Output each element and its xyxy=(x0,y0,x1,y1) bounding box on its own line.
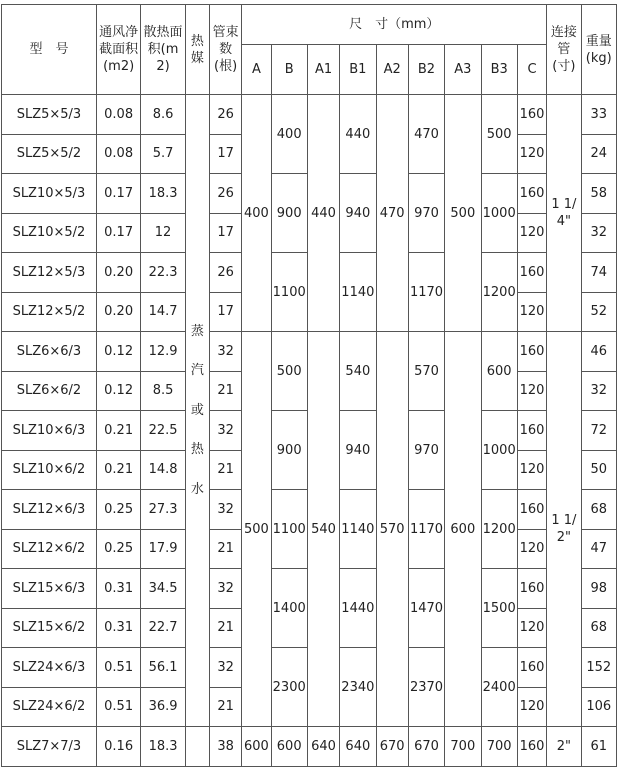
cell-A3: 500 xyxy=(445,95,481,332)
cell-A2: 570 xyxy=(376,332,408,727)
cell-weight: 98 xyxy=(581,569,616,609)
cell-C: 120 xyxy=(517,529,546,569)
header-vent-area: 通风净截面积(m2) xyxy=(96,5,140,95)
cell-B: 2300 xyxy=(271,648,307,727)
header-dim-B1: B1 xyxy=(340,45,376,95)
cell-A1: 540 xyxy=(307,332,339,727)
header-dim-B: B xyxy=(271,45,307,95)
cell-model: SLZ10×6/3 xyxy=(2,411,97,451)
cell-vent: 0.12 xyxy=(96,332,140,372)
header-weight: 重量(kg) xyxy=(581,5,616,95)
cell-B: 1100 xyxy=(271,253,307,332)
cell-B3: 1200 xyxy=(481,490,517,569)
cell-B3: 500 xyxy=(481,95,517,174)
cell-weight: 24 xyxy=(581,134,616,174)
cell-C: 120 xyxy=(517,450,546,490)
cell-vent: 0.08 xyxy=(96,95,140,135)
cell-pipe: 2" xyxy=(547,727,581,767)
cell-tubes: 21 xyxy=(209,687,241,727)
cell-B1: 940 xyxy=(340,174,376,253)
cell-A: 400 xyxy=(242,95,271,332)
cell-B2: 470 xyxy=(408,95,444,174)
cell-B: 1100 xyxy=(271,490,307,569)
cell-heat: 36.9 xyxy=(141,687,185,727)
cell-B1: 640 xyxy=(340,727,376,767)
cell-tubes: 21 xyxy=(209,450,241,490)
cell-C: 160 xyxy=(517,253,546,293)
cell-B3: 1000 xyxy=(481,174,517,253)
cell-tubes: 17 xyxy=(209,134,241,174)
specification-table xyxy=(1,4,617,767)
header-dim-C: C xyxy=(517,45,546,95)
cell-A: 500 xyxy=(242,332,271,727)
cell-B2: 670 xyxy=(408,727,444,767)
header-dim-A: A xyxy=(242,45,271,95)
cell-vent: 0.20 xyxy=(96,253,140,293)
header-dim-A1: A1 xyxy=(307,45,339,95)
cell-tubes: 32 xyxy=(209,332,241,372)
cell-model: SLZ12×6/3 xyxy=(2,490,97,530)
header-dim-A2: A2 xyxy=(376,45,408,95)
cell-tubes: 26 xyxy=(209,174,241,214)
cell-vent: 0.31 xyxy=(96,569,140,609)
cell-B3: 1500 xyxy=(481,569,517,648)
cell-C: 120 xyxy=(517,213,546,253)
cell-heat: 8.6 xyxy=(141,95,185,135)
cell-B3: 1200 xyxy=(481,253,517,332)
cell-B2: 1170 xyxy=(408,490,444,569)
cell-C: 160 xyxy=(517,411,546,451)
cell-heat: 5.7 xyxy=(141,134,185,174)
header-tubes: 管束数(根) xyxy=(209,5,241,95)
cell-vent: 0.51 xyxy=(96,687,140,727)
cell-model: SLZ15×6/2 xyxy=(2,608,97,648)
cell-tubes: 32 xyxy=(209,411,241,451)
header-medium: 热媒 xyxy=(185,5,209,95)
cell-pipe: 1 1/4" xyxy=(547,95,581,332)
cell-B3: 700 xyxy=(481,727,517,767)
header-dim-A3: A3 xyxy=(445,45,481,95)
cell-C: 120 xyxy=(517,687,546,727)
cell-vent: 0.17 xyxy=(96,174,140,214)
cell-heat: 22.3 xyxy=(141,253,185,293)
cell-model: SLZ5×5/2 xyxy=(2,134,97,174)
cell-model: SLZ12×5/2 xyxy=(2,292,97,332)
medium-char: 蒸 xyxy=(190,323,204,339)
cell-tubes: 32 xyxy=(209,490,241,530)
cell-B2: 1470 xyxy=(408,569,444,648)
cell-pipe: 1 1/2" xyxy=(547,332,581,727)
table-row xyxy=(2,727,617,767)
cell-A3: 600 xyxy=(445,332,481,727)
header-heat-area: 散热面积(m2) xyxy=(141,5,185,95)
cell-weight: 32 xyxy=(581,371,616,411)
header-row xyxy=(2,5,617,45)
cell-vent: 0.21 xyxy=(96,450,140,490)
cell-weight: 61 xyxy=(581,727,616,767)
cell-heat: 12.9 xyxy=(141,332,185,372)
cell-heat: 22.5 xyxy=(141,411,185,451)
cell-A1: 440 xyxy=(307,95,339,332)
cell-C: 120 xyxy=(517,134,546,174)
cell-weight: 32 xyxy=(581,213,616,253)
medium-char: 汽 xyxy=(190,363,204,379)
cell-B1: 1140 xyxy=(340,490,376,569)
cell-B1: 940 xyxy=(340,411,376,490)
cell-B: 600 xyxy=(271,727,307,767)
cell-tubes: 21 xyxy=(209,608,241,648)
cell-vent: 0.21 xyxy=(96,411,140,451)
cell-C: 160 xyxy=(517,727,546,767)
cell-weight: 52 xyxy=(581,292,616,332)
cell-vent: 0.12 xyxy=(96,371,140,411)
table-row xyxy=(2,332,617,372)
cell-tubes: 26 xyxy=(209,95,241,135)
cell-B2: 970 xyxy=(408,411,444,490)
cell-A2: 470 xyxy=(376,95,408,332)
cell-B: 1400 xyxy=(271,569,307,648)
cell-B1: 1140 xyxy=(340,253,376,332)
cell-weight: 72 xyxy=(581,411,616,451)
cell-C: 160 xyxy=(517,332,546,372)
cell-model: SLZ10×5/2 xyxy=(2,213,97,253)
table-row xyxy=(2,95,617,135)
cell-weight: 46 xyxy=(581,332,616,372)
cell-vent: 0.25 xyxy=(96,490,140,530)
cell-B: 400 xyxy=(271,95,307,174)
cell-C: 120 xyxy=(517,292,546,332)
cell-C: 160 xyxy=(517,569,546,609)
cell-weight: 47 xyxy=(581,529,616,569)
cell-weight: 68 xyxy=(581,490,616,530)
cell-model: SLZ6×6/2 xyxy=(2,371,97,411)
cell-A: 600 xyxy=(242,727,271,767)
cell-medium-empty xyxy=(185,727,209,767)
cell-medium xyxy=(185,95,209,727)
cell-B3: 1000 xyxy=(481,411,517,490)
cell-A1: 640 xyxy=(307,727,339,767)
cell-B2: 1170 xyxy=(408,253,444,332)
cell-C: 120 xyxy=(517,371,546,411)
cell-B1: 440 xyxy=(340,95,376,174)
cell-A2: 670 xyxy=(376,727,408,767)
cell-heat: 8.5 xyxy=(141,371,185,411)
cell-heat: 12 xyxy=(141,213,185,253)
cell-heat: 18.3 xyxy=(141,174,185,214)
medium-char: 或 xyxy=(190,402,204,418)
cell-tubes: 17 xyxy=(209,213,241,253)
medium-char: 热 xyxy=(190,442,204,458)
cell-heat: 27.3 xyxy=(141,490,185,530)
header-model: 型 号 xyxy=(2,5,97,95)
cell-tubes: 21 xyxy=(209,371,241,411)
cell-tubes: 32 xyxy=(209,569,241,609)
cell-model: SLZ7×7/3 xyxy=(2,727,97,767)
cell-model: SLZ6×6/3 xyxy=(2,332,97,372)
cell-A3: 700 xyxy=(445,727,481,767)
cell-weight: 74 xyxy=(581,253,616,293)
cell-vent: 0.17 xyxy=(96,213,140,253)
cell-model: SLZ24×6/2 xyxy=(2,687,97,727)
cell-model: SLZ24×6/3 xyxy=(2,648,97,688)
cell-C: 160 xyxy=(517,174,546,214)
cell-heat: 22.7 xyxy=(141,608,185,648)
cell-B3: 2400 xyxy=(481,648,517,727)
cell-weight: 68 xyxy=(581,608,616,648)
cell-tubes: 17 xyxy=(209,292,241,332)
cell-B: 900 xyxy=(271,411,307,490)
cell-weight: 106 xyxy=(581,687,616,727)
cell-B1: 540 xyxy=(340,332,376,411)
cell-weight: 33 xyxy=(581,95,616,135)
cell-C: 160 xyxy=(517,490,546,530)
cell-vent: 0.25 xyxy=(96,529,140,569)
header-dim-B3: B3 xyxy=(481,45,517,95)
cell-tubes: 32 xyxy=(209,648,241,688)
cell-C: 160 xyxy=(517,95,546,135)
cell-model: SLZ12×6/2 xyxy=(2,529,97,569)
cell-model: SLZ10×5/3 xyxy=(2,174,97,214)
cell-B: 900 xyxy=(271,174,307,253)
cell-model: SLZ12×5/3 xyxy=(2,253,97,293)
cell-weight: 58 xyxy=(581,174,616,214)
cell-weight: 152 xyxy=(581,648,616,688)
cell-vent: 0.16 xyxy=(96,727,140,767)
cell-B2: 2370 xyxy=(408,648,444,727)
cell-C: 160 xyxy=(517,648,546,688)
cell-B2: 570 xyxy=(408,332,444,411)
cell-vent: 0.31 xyxy=(96,608,140,648)
cell-vent: 0.08 xyxy=(96,134,140,174)
cell-weight: 50 xyxy=(581,450,616,490)
cell-tubes: 38 xyxy=(209,727,241,767)
cell-B2: 970 xyxy=(408,174,444,253)
cell-heat: 56.1 xyxy=(141,648,185,688)
cell-heat: 34.5 xyxy=(141,569,185,609)
cell-B3: 600 xyxy=(481,332,517,411)
cell-B1: 1440 xyxy=(340,569,376,648)
cell-heat: 17.9 xyxy=(141,529,185,569)
cell-heat: 14.7 xyxy=(141,292,185,332)
cell-B: 500 xyxy=(271,332,307,411)
cell-heat: 14.8 xyxy=(141,450,185,490)
cell-model: SLZ10×6/2 xyxy=(2,450,97,490)
header-pipe: 连接管(寸) xyxy=(547,5,581,95)
cell-B1: 2340 xyxy=(340,648,376,727)
cell-vent: 0.51 xyxy=(96,648,140,688)
cell-tubes: 21 xyxy=(209,529,241,569)
cell-model: SLZ5×5/3 xyxy=(2,95,97,135)
cell-heat: 18.3 xyxy=(141,727,185,767)
cell-model: SLZ15×6/3 xyxy=(2,569,97,609)
header-dimensions: 尺 寸（mm） xyxy=(242,5,547,45)
cell-tubes: 26 xyxy=(209,253,241,293)
header-dim-B2: B2 xyxy=(408,45,444,95)
cell-C: 120 xyxy=(517,608,546,648)
medium-char: 水 xyxy=(190,481,204,497)
cell-vent: 0.20 xyxy=(96,292,140,332)
